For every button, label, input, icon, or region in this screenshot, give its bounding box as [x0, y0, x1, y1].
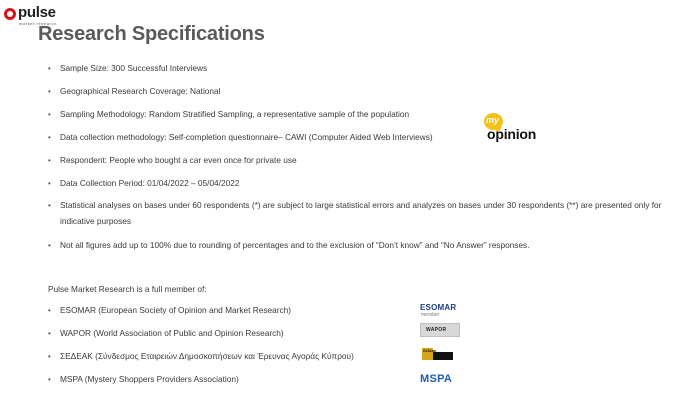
- esomar-badge: [420, 303, 462, 319]
- spec-statistical-note: • Statistical analyses on bases under 60 respondents (*) are subject to large statistical errors and analyzes on bases under 30 respondents (**) are presented only for indicative purposes: [48, 198, 675, 229]
- mspa-badge: [420, 372, 458, 386]
- membership-sedeak: • ΣΕΔΕΑΚ (Σύνδεσμος Εταιρειών Δημοσκοπήσεων και Έρευνας Αγοράς Κύπρου): [48, 349, 354, 365]
- wapor-badge-word: WAPOR: [426, 327, 447, 333]
- membership-mspa: • MSPA (Mystery Shoppers Providers Association): [48, 372, 239, 388]
- pulse-logo-mark-icon: [4, 8, 16, 20]
- sedeak-badge: [422, 347, 454, 361]
- myopinion-logo: [482, 113, 546, 147]
- spec-sampling-methodology: • Sampling Methodology: Random Stratified Sampling, a representative sample of the population: [48, 107, 409, 123]
- spec-data-collection-method: • Data collection methodology: Self-completion questionnaire– CAWI (Computer Aided Web Interviews): [48, 130, 433, 146]
- wapor-badge: [420, 323, 460, 337]
- membership-wapor: • WAPOR (World Association of Public and Opinion Research): [48, 326, 284, 342]
- spec-geographical-coverage: • Geographical Research Coverage: National: [48, 84, 221, 100]
- spec-data-collection-period: • Data Collection Period: 01/04/2022 – 05/04/2022: [48, 176, 239, 192]
- mspa-badge-word: MSPA: [420, 373, 453, 385]
- pulse-logo-word: pulse: [18, 4, 56, 21]
- myopinion-logo-my: my: [486, 115, 500, 125]
- spec-sample-size: • Sample Size: 300 Successful Interviews: [48, 61, 207, 77]
- page-title: Research Specifications: [38, 23, 265, 45]
- sedeak-badge-word: Σεδεακ: [423, 348, 437, 353]
- esomar-badge-sub: member: [421, 312, 440, 318]
- spec-rounding-note: • Not all figures add up to 100% due to rounding of percentages and to the exclusion of “Don’t know” and “No Answer” responses.: [48, 238, 675, 254]
- membership-esomar: • ESOMAR (European Society of Opinion and Market Research): [48, 303, 291, 319]
- myopinion-logo-opinion: opinion: [487, 126, 537, 142]
- spec-respondent: • Respondent: People who bought a car even once for private use: [48, 153, 297, 169]
- pulse-logo-tagline: market research: [19, 21, 57, 26]
- sedeak-badge-black-block: [433, 352, 453, 360]
- esomar-badge-word: ESOMAR: [420, 303, 457, 312]
- membership-heading: Pulse Market Research is a full member of:: [48, 284, 207, 294]
